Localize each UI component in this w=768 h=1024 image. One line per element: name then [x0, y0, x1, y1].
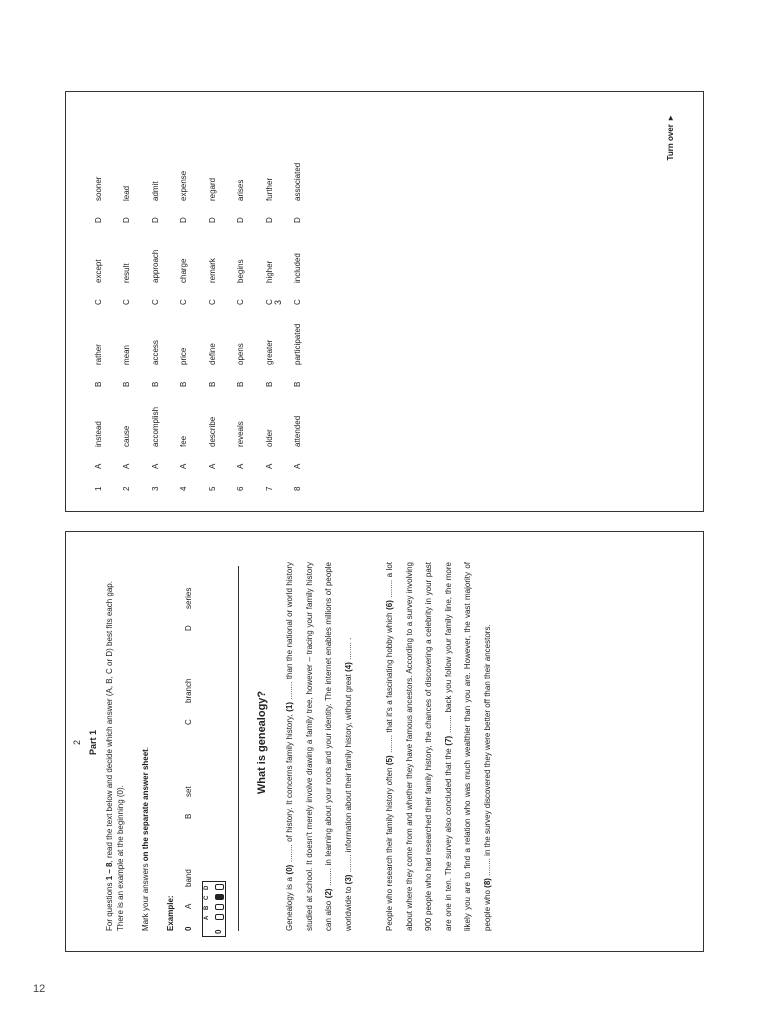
grid-letter-b: B: [204, 905, 210, 910]
grid-letter-d: D: [204, 885, 210, 890]
option-b: greater: [264, 339, 274, 365]
option-letter-c: C: [207, 299, 217, 305]
example-c-letter: C: [184, 719, 193, 725]
option-letter-b: B: [179, 381, 189, 387]
option-row: [141, 141, 170, 491]
option-c: higher: [264, 260, 274, 283]
option-a: attended: [293, 415, 303, 447]
option-letter-b: B: [236, 381, 246, 387]
option-letter-c: C: [150, 299, 160, 305]
option-row: [227, 141, 256, 491]
option-num: 2: [122, 486, 132, 491]
option-letter-c: C: [122, 299, 132, 305]
option-num: 7: [264, 486, 274, 491]
option-c: except: [93, 259, 103, 283]
instruction-line-3: Mark your answers on the separate answer sheet.: [141, 746, 150, 931]
option-d: sooner: [93, 176, 103, 201]
option-letter-d: D: [122, 217, 132, 223]
grid-bubble-c-filled: [215, 894, 224, 900]
option-a: reveals: [236, 421, 246, 447]
options-table: [84, 141, 312, 491]
divider-rule: [238, 566, 239, 931]
page-2-frame: [65, 531, 704, 952]
grid-letter-c: C: [204, 895, 210, 900]
grid-letter-a: A: [204, 915, 210, 920]
option-row: [255, 141, 284, 491]
option-row: [284, 141, 313, 491]
option-letter-a: A: [179, 463, 189, 469]
option-c: begins: [236, 259, 246, 283]
turn-over-label: Turn over ►: [666, 114, 675, 161]
option-letter-b: B: [122, 381, 132, 387]
example-b: set: [184, 786, 193, 797]
page-2-content: [66, 532, 705, 953]
option-num: 3: [150, 486, 160, 491]
option-c: charge: [179, 258, 189, 283]
option-a: instead: [93, 421, 103, 447]
passage-paragraph-2: People who research their family history often (5) ........ that it's a fascinating hobby which (6) ........ a lot about where they come from and whether they have famous ancestors. According to a survey involving 900 people who had researched their family history, the chances of discovering a celebrity in your past are one in ten. The survey also concluded that the (7) ........ back you follow your family line, the more likely you are to find a relation who was much wealthier than you are. However, the vast majority of people who (8) ........ in the survey discovered they were better off than their ancestors.: [385, 562, 492, 931]
option-d: associated: [293, 162, 303, 201]
option-d: lead: [122, 185, 132, 201]
option-num: 4: [179, 486, 189, 491]
option-a: cause: [122, 425, 132, 447]
example-d: series: [184, 587, 193, 609]
example-a: band: [184, 869, 193, 887]
option-letter-b: B: [293, 381, 303, 387]
option-c: approach: [150, 249, 160, 283]
option-b: access: [150, 340, 160, 365]
grid-zero: 0: [214, 929, 223, 934]
example-num: 0: [184, 926, 193, 931]
option-letter-b: B: [150, 381, 160, 387]
page-3-frame: [65, 91, 704, 512]
option-a: older: [264, 429, 274, 447]
option-letter-c: C: [264, 299, 274, 305]
option-letter-c: C: [236, 299, 246, 305]
page-3-content: [66, 92, 705, 513]
option-b: opens: [236, 343, 246, 365]
example-answer-grid: [202, 881, 226, 937]
option-b: participated: [293, 323, 303, 365]
option-d: further: [264, 177, 274, 201]
option-letter-b: B: [93, 381, 103, 387]
option-letter-c: C: [93, 299, 103, 305]
grid-bubble-d: [215, 884, 224, 890]
option-a: accomplish: [150, 406, 160, 447]
page-number-3: 3: [273, 300, 283, 306]
option-letter-d: D: [150, 217, 160, 223]
grid-bubble-a: [215, 914, 224, 920]
option-row: [113, 141, 142, 491]
option-letter-a: A: [93, 463, 103, 469]
option-letter-a: A: [293, 463, 303, 469]
option-letter-b: B: [207, 381, 217, 387]
option-letter-a: A: [236, 463, 246, 469]
footer-page-number: 12: [33, 983, 46, 995]
option-letter-a: A: [207, 463, 217, 469]
option-d: regard: [207, 177, 217, 201]
example-d-letter: D: [184, 625, 193, 631]
option-b: rather: [93, 344, 103, 365]
option-d: expense: [179, 170, 189, 201]
example-label: Example:: [166, 895, 175, 931]
option-letter-d: D: [207, 217, 217, 223]
example-c: branch: [184, 678, 193, 703]
option-d: arises: [236, 179, 246, 201]
option-letter-d: D: [179, 217, 189, 223]
grid-bubble-b: [215, 904, 224, 910]
instructions: [104, 551, 126, 931]
part-title: Part 1: [88, 730, 98, 756]
option-letter-d: D: [264, 217, 274, 223]
passage-title: What is genealogy?: [256, 690, 268, 795]
option-row: [170, 141, 199, 491]
example-a-letter: A: [184, 903, 193, 909]
option-b: define: [207, 343, 217, 365]
option-letter-a: A: [264, 463, 274, 469]
option-letter-a: A: [122, 463, 132, 469]
option-a: describe: [207, 416, 217, 447]
option-num: 1: [93, 486, 103, 491]
option-letter-b: B: [264, 381, 274, 387]
option-letter-d: D: [93, 217, 103, 223]
option-num: 8: [293, 486, 303, 491]
instruction-line-2: There is an example at the beginning (0).: [116, 785, 125, 931]
option-c: remark: [207, 258, 217, 283]
option-num: 5: [207, 486, 217, 491]
option-letter-d: D: [236, 217, 246, 223]
example-b-letter: B: [184, 813, 193, 819]
option-c: result: [122, 263, 132, 283]
option-letter-a: A: [150, 463, 160, 469]
option-num: 6: [236, 486, 246, 491]
option-b: mean: [122, 344, 132, 365]
option-b: price: [179, 347, 189, 365]
option-letter-d: D: [293, 217, 303, 223]
option-row: [198, 141, 227, 491]
page-number-2: 2: [72, 740, 82, 746]
option-letter-c: C: [293, 299, 303, 305]
option-letter-c: C: [179, 299, 189, 305]
passage-paragraph-1: Genealogy is a (0) ........ of history. It concerns family history, (1) ........ than the national or world history studied at school. It doesn't merely involve drawing a family tree, however – tracing your family history can also (2) ........ in learning about your roots and your identity. The internet enables millions of people worldwide to (3) ........ information about their family history, without great (4) ........ .: [285, 562, 353, 931]
option-a: fee: [179, 435, 189, 447]
option-d: admit: [150, 181, 160, 201]
instruction-line-1: For questions 1 – 8, read the text below and decide which answer (A, B, C or D) best fits each gap.: [105, 581, 114, 931]
option-c: included: [293, 253, 303, 283]
option-row: [84, 141, 113, 491]
